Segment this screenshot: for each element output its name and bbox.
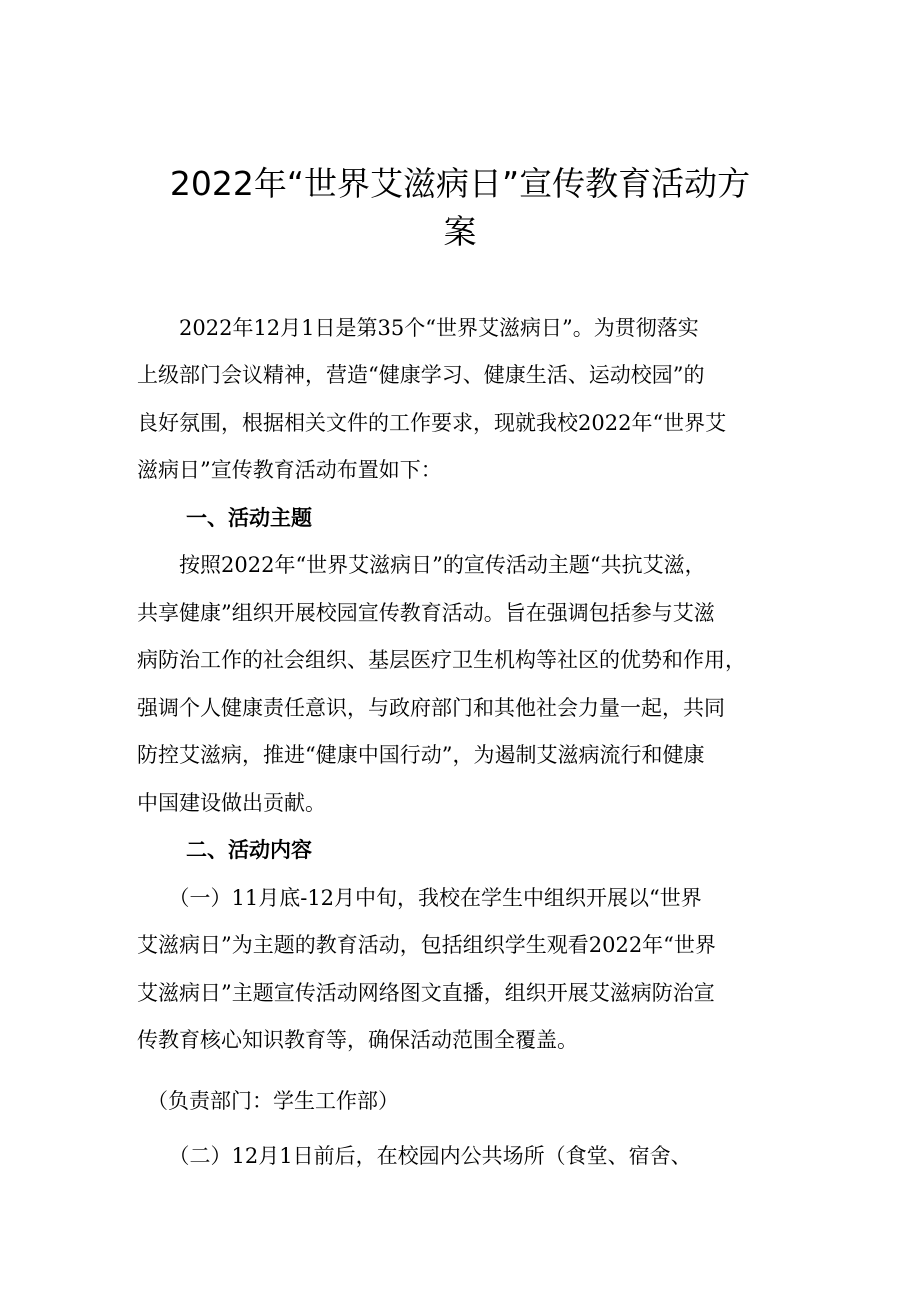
intro-paragraph-line: 2022年12月1日是第35个“世界艾滋病日”。为贯彻落实 — [137, 316, 699, 340]
content-item-line: 艾滋病日”为主题的教育活动，包括组织学生观看2022年“世界 — [137, 933, 716, 957]
section-heading-content: 二、活动内容 — [186, 838, 312, 862]
content-item-line: 艾滋病日”主题宣传活动网络图文直播，组织开展艾滋病防治宣 — [137, 981, 715, 1005]
content-item-line: （一）11月底-12月中旬，我校在学生中组织开展以“世界 — [137, 886, 702, 910]
document-title: 2022年“世界艾滋病日”宣传教育活动方 — [169, 164, 751, 203]
responsible-department: （负责部门：学生工作部） — [147, 1089, 399, 1113]
theme-paragraph-line: 防控艾滋病，推进“健康中国行动”，为遏制艾滋病流行和健康 — [137, 743, 705, 767]
section-heading-theme: 一、活动主题 — [186, 506, 312, 530]
theme-paragraph-line: 按照2022年“世界艾滋病日”的宣传活动主题“共抗艾滋， — [137, 553, 706, 577]
content-item-line: （二）12月1日前后，在校园内公共场所（食堂、宿舍、 — [137, 1144, 692, 1168]
content-item-line: 传教育核心知识教育等，确保活动范围全覆盖。 — [137, 1028, 578, 1052]
theme-paragraph-line: 病防治工作的社会组织、基层医疗卫生机构等社区的优势和作用， — [137, 648, 746, 672]
intro-paragraph-line: 滋病日”宣传教育活动布置如下： — [137, 458, 442, 482]
theme-paragraph-line: 共享健康”组织开展校园宣传教育活动。旨在强调包括参与艾滋 — [137, 601, 715, 625]
theme-paragraph-line: 强调个人健康责任意识，与政府部门和其他社会力量一起，共同 — [137, 696, 725, 720]
intro-paragraph-line: 上级部门会议精神，营造“健康学习、健康生活、运动校园”的 — [137, 363, 705, 387]
theme-paragraph-line: 中国建设做出贡献。 — [137, 791, 326, 815]
intro-paragraph-line: 良好氛围，根据相关文件的工作要求，现就我校2022年“世界艾 — [137, 411, 727, 435]
document-title-continued: 案 — [443, 212, 477, 251]
